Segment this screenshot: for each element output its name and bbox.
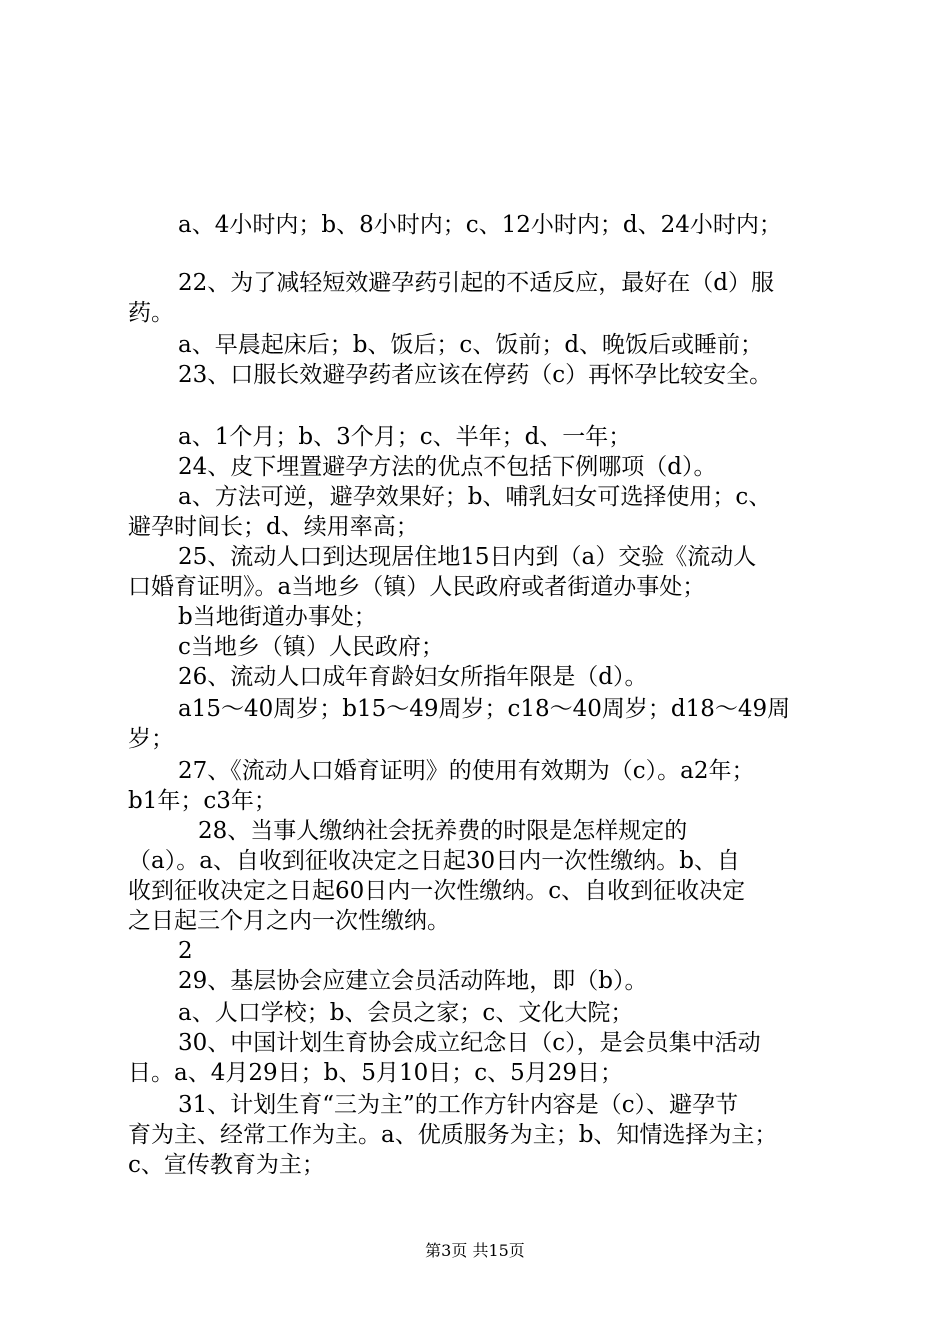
text-line: c当地乡（镇）人民政府； <box>178 634 444 660</box>
text-line: c、宣传教育为主； <box>128 1152 325 1178</box>
text-line: （a）。a、自收到征收决定之日起30日内一次性缴纳。b、自 <box>128 848 740 874</box>
text-line: a、4小时内；b、8小时内；c、12小时内；d、24小时内； <box>178 212 782 238</box>
text-line: 30、中国计划生育协会成立纪念日（c），是会员集中活动 <box>178 1030 761 1056</box>
text-line: b当地街道办事处； <box>178 604 377 630</box>
text-line: 25、流动人口到达现居住地15日内到（a）交验《流动人 <box>178 544 757 570</box>
text-line: 避孕时间长；d、续用率高； <box>128 514 419 540</box>
text-line: 收到征收决定之日起60日内一次性缴纳。c、自收到征收决定 <box>128 878 746 904</box>
page-footer: 第3页 共15页 <box>425 1241 525 1260</box>
text-line: 26、流动人口成年育龄妇女所指年限是（d）。 <box>178 664 648 690</box>
text-line: 28、当事人缴纳社会抚养费的时限是怎样规定的 <box>198 818 688 844</box>
text-line: a、人口学校；b、会员之家；c、文化大院； <box>178 1000 634 1026</box>
text-line: a15～40周岁；b15～49周岁；c18～40周岁；d18～49周 <box>178 696 791 722</box>
text-line: 育为主、经常工作为主。a、优质服务为主；b、知情选择为主； <box>128 1122 778 1148</box>
text-line: 2 <box>178 938 193 964</box>
text-line: 药。 <box>128 300 174 326</box>
text-line: 之日起三个月之内一次性缴纳。 <box>128 908 450 934</box>
text-line: 岁； <box>128 726 174 752</box>
text-line: 22、为了减轻短效避孕药引起的不适反应，最好在（d）服 <box>178 270 774 296</box>
text-line: b1年；c3年； <box>128 788 277 814</box>
text-line: 日。a、4月29日；b、5月10日；c、5月29日； <box>128 1060 624 1086</box>
text-line: 31、计划生育“三为主”的工作方针内容是（c）、避孕节 <box>178 1092 739 1118</box>
text-line: 29、基层协会应建立会员活动阵地，即（b）。 <box>178 968 648 994</box>
text-line: a、方法可逆，避孕效果好；b、哺乳妇女可选择使用；c、 <box>178 484 772 510</box>
text-line: 23、口服长效避孕药者应该在停药（c）再怀孕比较安全。 <box>178 362 773 388</box>
text-line: 27、《流动人口婚育证明》的使用有效期为（c）。a2年； <box>178 758 755 784</box>
text-line: 口婚育证明》。a当地乡（镇）人民政府或者街道办事处； <box>128 574 706 600</box>
text-line: 24、皮下埋置避孕方法的优点不包括下例哪项（d）。 <box>178 454 717 480</box>
text-line: a、1个月；b、3个月；c、半年；d、一年； <box>178 424 632 450</box>
text-line: a、早晨起床后；b、饭后；c、饭前；d、晚饭后或睡前； <box>178 332 764 358</box>
